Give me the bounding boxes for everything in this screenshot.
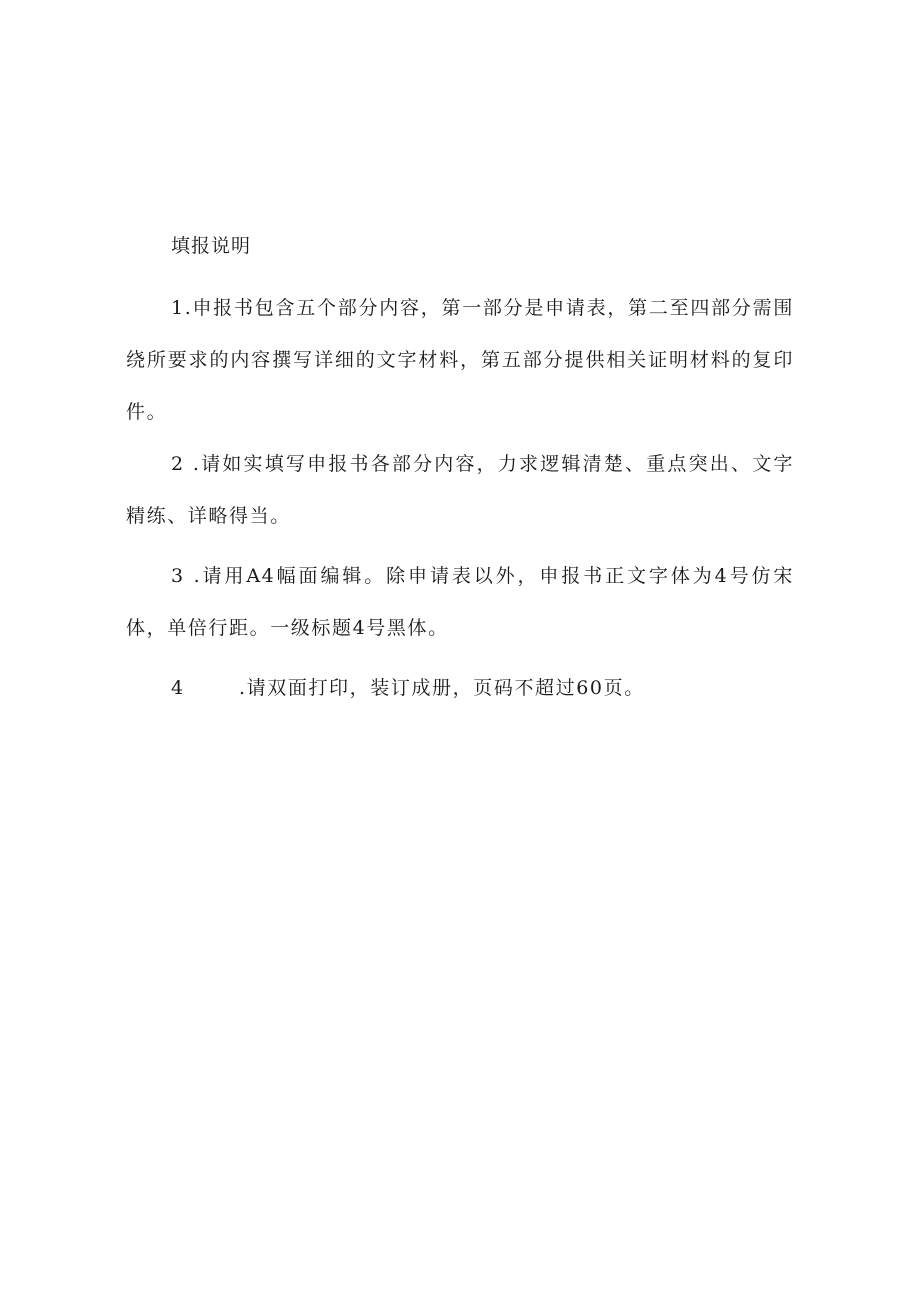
instruction-item-1: 1.申报书包含五个部分内容，第一部分是申请表，第二至四部分需围绕所要求的内容撰写详细的文字材料，第五部分提供相关证明材料的复印件。 (126, 297, 794, 423)
instruction-item-4-number: 4 (171, 677, 185, 699)
instruction-item-4-text: .请双面打印，装订成册，页码不超过60页。 (239, 677, 645, 699)
instruction-item-3: 3 .请用A4幅面编辑。除申请表以外，申报书正文字体为4号仿宋体，单倍行距。一级标题4号黑体。 (126, 565, 794, 639)
instruction-item-4 (126, 662, 794, 714)
instruction-item-2: 2 .请如实填写申报书各部分内容，力求逻辑清楚、重点突出、文字精练、详略得当。 (126, 453, 794, 527)
page-title: 填报说明 (171, 235, 252, 257)
